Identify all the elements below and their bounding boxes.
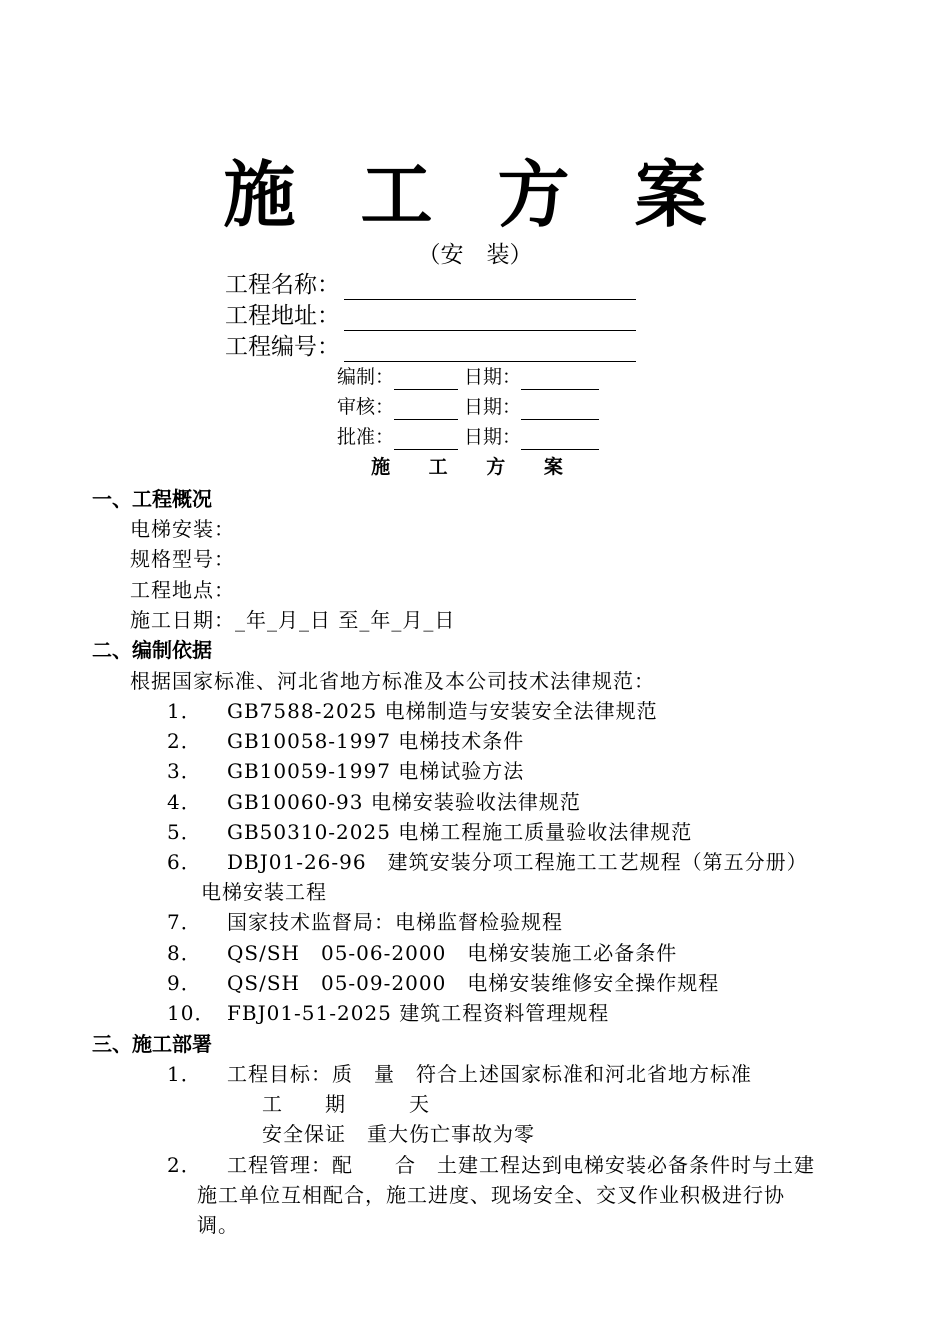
signoff-label: 编制： <box>337 366 395 388</box>
list-text: GB50310-2025 电梯工程施工质量验收法律规范 <box>227 820 693 844</box>
list-text: DBJ01-26-96 建筑安装分项工程施工工艺规程（第五分册） <box>227 850 808 874</box>
deploy-item-line: 调。 <box>197 1213 239 1237</box>
signoff-approve <box>337 424 599 450</box>
list-item <box>167 939 677 967</box>
list-item <box>167 818 692 846</box>
list-item <box>167 697 658 725</box>
section-title: 施 工 方 案 <box>371 456 579 478</box>
list-number: 1． <box>167 1062 202 1086</box>
list-item <box>167 999 609 1027</box>
list-number: 3． <box>167 759 202 783</box>
list-number: 5． <box>167 820 202 844</box>
list-item-continuation: 电梯安装工程 <box>201 880 327 904</box>
field-project-address <box>225 301 636 331</box>
field-label: 工程名称： <box>225 272 340 298</box>
list-text: QS/SH 05-09-2000 电梯安装维修安全操作规程 <box>227 971 720 995</box>
signoff-compile <box>337 364 599 390</box>
deploy-item-line: 安全保证 重大伤亡事故为零 <box>262 1122 535 1146</box>
list-text: 国家技术监督局：电梯监督检验规程 <box>227 910 563 934</box>
section1-heading: 一、工程概况 <box>92 487 212 511</box>
basis-intro: 根据国家标准、河北省地方标准及本公司技术法律规范： <box>130 669 655 693</box>
signoff-label: 审核： <box>337 396 395 418</box>
field-project-number <box>225 332 636 362</box>
overview-line: 电梯安装： <box>130 517 235 541</box>
list-number: 7． <box>167 910 202 934</box>
list-text: FBJ01-51-2025 建筑工程资料管理规程 <box>227 1001 610 1025</box>
overview-line: 施工日期：_年_月_日 至_年_月_日 <box>130 608 456 632</box>
blank-line <box>521 429 599 450</box>
section2-heading: 二、编制依据 <box>92 638 212 662</box>
list-item <box>167 848 808 876</box>
list-text: GB10059-1997 电梯试验方法 <box>227 759 525 783</box>
deploy-item-line: 施工单位互相配合，施工进度、现场安全、交叉作业积极进行协 <box>197 1183 785 1207</box>
list-number: 1． <box>167 699 202 723</box>
list-item <box>167 969 719 997</box>
list-number: 10． <box>167 1001 216 1025</box>
overview-line: 规格型号： <box>130 547 235 571</box>
list-text: GB10058-1997 电梯技术条件 <box>227 729 525 753</box>
overview-line: 工程地点： <box>130 578 235 602</box>
list-text: 工程目标：质 量 符合上述国家标准和河北省地方标准 <box>227 1062 752 1086</box>
list-number: 8． <box>167 941 202 965</box>
signoff-label: 批准： <box>337 426 395 448</box>
section3-heading: 三、施工部署 <box>92 1032 212 1056</box>
blank-line <box>394 429 458 450</box>
page-subtitle: （安 装） <box>417 242 533 268</box>
signoff-review <box>337 394 599 420</box>
list-text: GB10060-93 电梯安装验收法律规范 <box>227 790 581 814</box>
blank-line <box>394 399 458 420</box>
blank-line <box>521 369 599 390</box>
date-label: 日期： <box>464 366 522 388</box>
deploy-item <box>167 1151 815 1179</box>
blank-line <box>394 369 458 390</box>
list-number: 6． <box>167 850 202 874</box>
list-text: GB7588-2025 电梯制造与安装安全法律规范 <box>227 699 658 723</box>
field-project-name <box>225 270 636 300</box>
blank-line <box>344 306 636 331</box>
list-number: 2． <box>167 1153 202 1177</box>
date-label: 日期： <box>464 396 522 418</box>
list-number: 2． <box>167 729 202 753</box>
list-item <box>167 727 524 755</box>
list-item <box>167 757 524 785</box>
list-text: QS/SH 05-06-2000 电梯安装施工必备条件 <box>227 941 678 965</box>
blank-line <box>344 275 636 300</box>
deploy-item-line: 工 期 天 <box>262 1092 430 1116</box>
list-item <box>167 788 581 816</box>
list-item <box>167 908 563 936</box>
field-label: 工程地址： <box>225 303 340 329</box>
list-number: 9． <box>167 971 202 995</box>
blank-line <box>521 399 599 420</box>
date-label: 日期： <box>464 426 522 448</box>
list-text: 工程管理：配 合 土建工程达到电梯安装必备条件时与土建 <box>227 1153 815 1177</box>
page-title: 施 工 方 案 <box>223 153 727 237</box>
list-number: 4． <box>167 790 202 814</box>
field-label: 工程编号： <box>225 334 340 360</box>
deploy-item <box>167 1060 752 1088</box>
blank-line <box>344 337 636 362</box>
